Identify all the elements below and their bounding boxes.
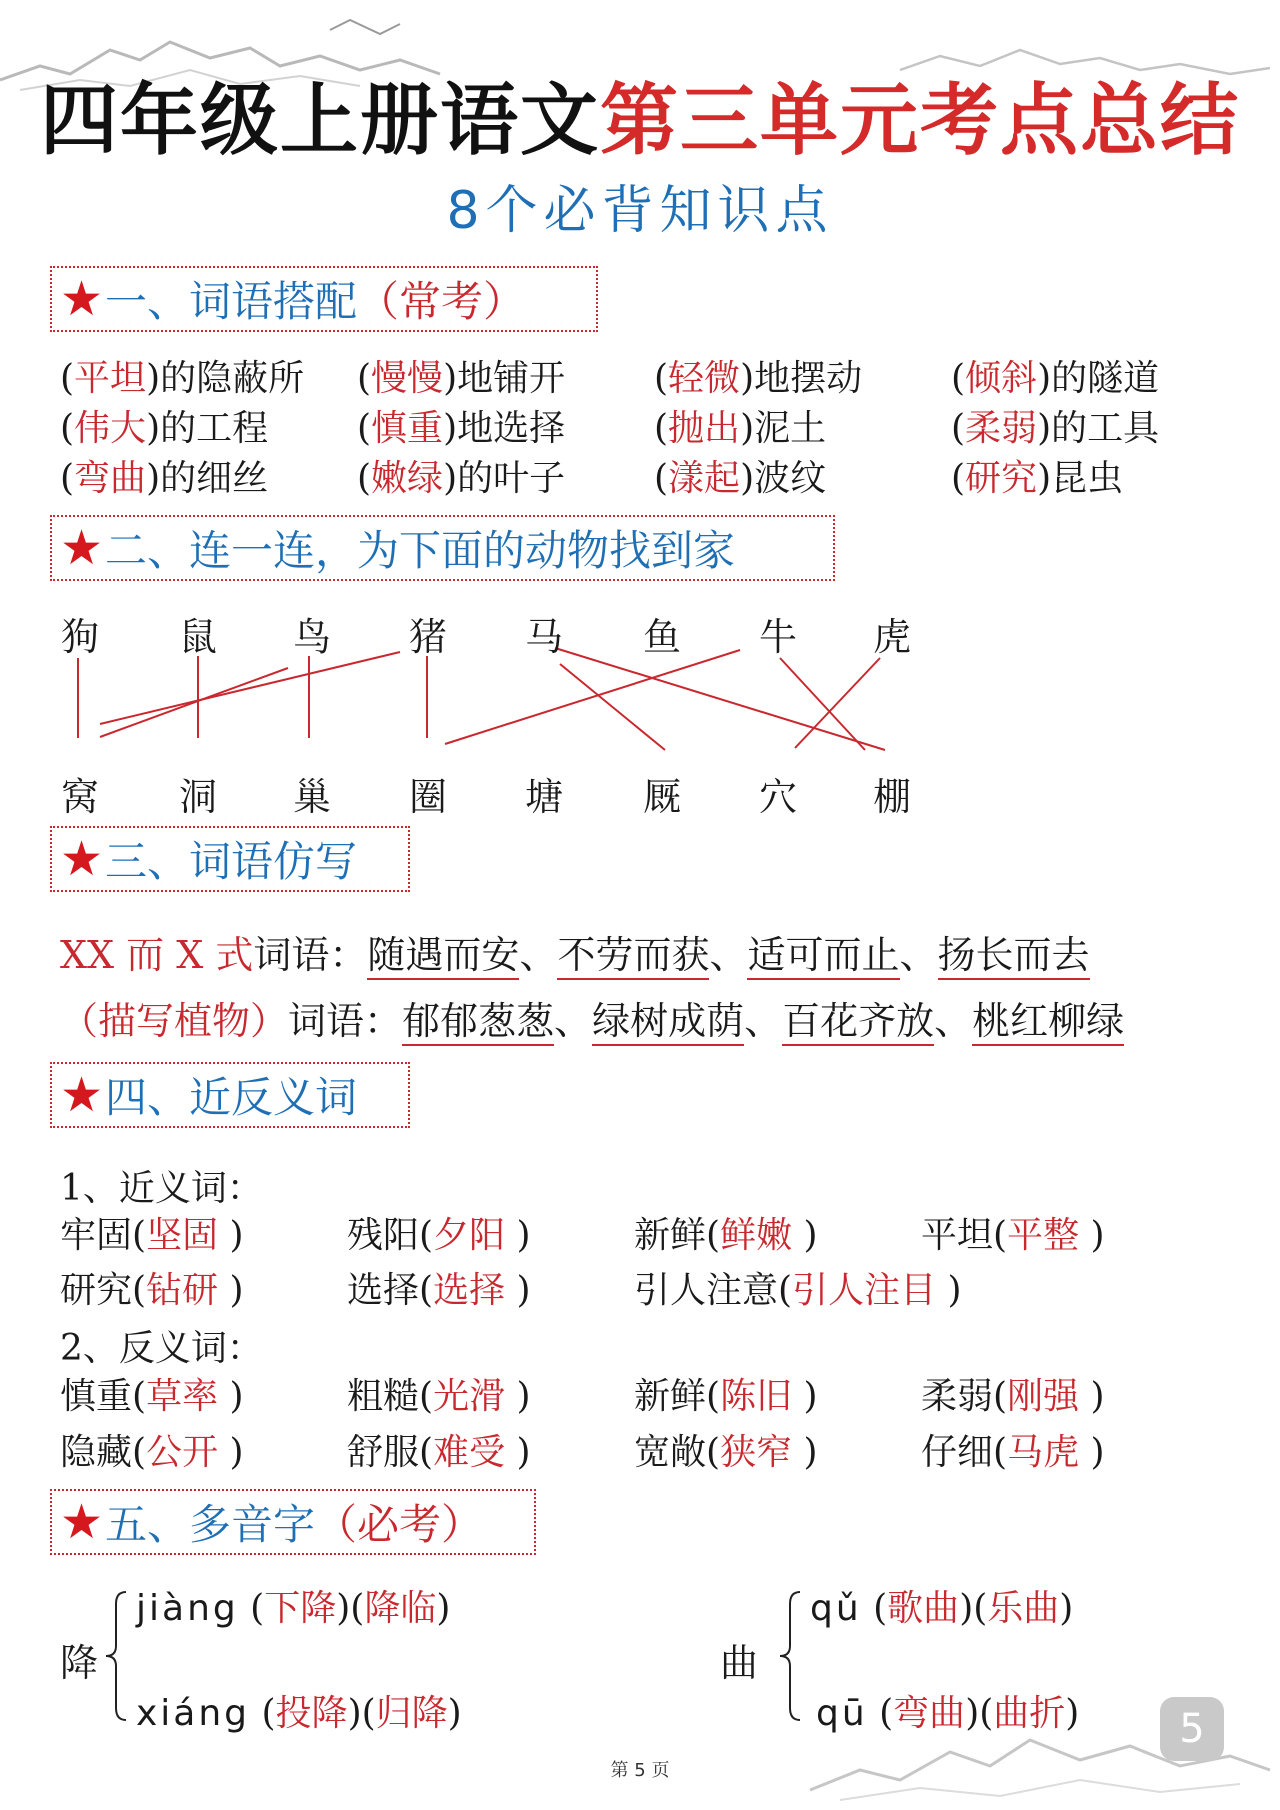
example-word: 扬长而去 [938,933,1090,980]
pattern-label: XX 而 X 式 [60,933,254,977]
word-pair: 慎重(草率 ) [60,1376,244,1417]
home-label: 巢 [292,775,331,819]
animal-label: 狗 [60,615,99,659]
star-icon: ★ [60,1067,104,1123]
word-pair: 新鲜(鲜嫩 ) [634,1215,818,1256]
animal-label: 虎 [872,615,911,659]
grid-row [60,400,1260,450]
match-line [780,658,865,750]
grid-row [60,350,1260,400]
section-hint: （常考） [357,277,526,326]
match-line [100,652,400,724]
word-pair: 研究(钻研 ) [60,1270,244,1311]
pair-item: (研究)昆虫 [951,457,1124,499]
matching-exercise [0,600,1280,830]
example-word: 郁郁葱葱 [402,999,554,1046]
pinyin-line: qū (弯曲)(曲折) [816,1693,1080,1734]
section-header-1 [50,266,598,332]
animal-label: 马 [524,615,563,659]
imitation-row-2: （描写植物）词语：郁郁葱葱、绿树成荫、百花齐放、桃红柳绿 [60,990,1124,1045]
section-hint: （必考） [315,1500,484,1549]
page-subtitle: 8个必背知识点 [446,181,834,241]
animal-label: 猪 [408,615,447,659]
word-pairing-grid [60,350,1260,500]
star-icon: ★ [60,1494,104,1550]
grid-row [60,450,1260,500]
example-word: 百花齐放 [782,999,934,1046]
home-label: 窝 [60,775,99,819]
antonym-label: 2、反义词： [60,1328,263,1369]
section-title: 三、词语仿写 [105,837,358,886]
word-pair: 隐藏(公开 ) [60,1432,244,1473]
pair-item: (平坦)的隐蔽所 [60,357,305,399]
section-title: 五、多音字 [105,1500,316,1549]
star-icon: ★ [60,831,104,887]
match-line [445,650,740,744]
word-pair: 残阳(夕阳 ) [347,1215,531,1256]
polyphone-char: 降 [60,1641,99,1685]
example-word: 桃红柳绿 [972,999,1124,1046]
match-line [555,648,885,750]
section-title: 二、连一连，为下面的动物找到家 [105,526,736,575]
word-pair: 引人注意(引人注目 ) [634,1270,962,1311]
example-word: 不劳而获 [557,933,709,980]
home-label: 棚 [872,775,911,819]
page-title [0,58,1280,170]
pair-item: (慎重)地选择 [357,407,566,449]
section-header-2 [50,515,835,581]
antonym-row [60,1424,1208,1475]
animal-label: 鸟 [292,615,331,659]
section-title: 一、词语搭配 [105,277,358,326]
title-part1: 四年级上册语文 [39,76,600,166]
pair-item: (抛出)泥土 [654,407,827,449]
pair-item: (慢慢)地铺开 [357,357,566,399]
example-word: 绿树成荫 [592,999,744,1046]
pinyin-line: qǔ (歌曲)(乐曲) [810,1588,1074,1629]
home-label: 塘 [524,775,563,819]
pattern-label: （描写植物） [60,999,289,1043]
section-header-3 [50,826,410,892]
word-pair: 宽敞(狭窄 ) [634,1432,818,1473]
pair-item: (伟大)的工程 [60,407,269,449]
word-pair: 平坦(平整 ) [921,1215,1105,1256]
home-label: 洞 [178,775,217,819]
pair-item: (嫩绿)的叶子 [357,457,566,499]
word-pair: 牢固(坚固 ) [60,1215,244,1256]
section-title: 四、近反义词 [105,1073,358,1122]
title-part2: 第三单元考点总结 [600,76,1241,166]
polyphone-char: 曲 [720,1641,759,1685]
pair-item: (柔弱)的工具 [951,407,1160,449]
word-pair: 舒服(难受 ) [347,1432,531,1473]
synonym-label: 1、近义词： [60,1168,263,1209]
example-word: 适可而止 [747,933,899,980]
home-label: 厩 [642,775,681,819]
star-icon: ★ [60,271,104,327]
example-word: 随遇而安 [367,933,519,980]
animal-label: 牛 [758,615,797,659]
pair-item: (轻微)地摆动 [654,357,863,399]
word-pair: 选择(选择 ) [347,1270,531,1311]
section-header-5 [50,1489,536,1555]
page-number-badge: 5 [1160,1697,1224,1761]
animal-label: 鼠 [178,615,217,659]
pair-item: (漾起)波纹 [654,457,827,499]
animal-label: 鱼 [642,615,681,659]
home-label: 圈 [408,775,447,819]
match-line [100,668,288,737]
page-footer: 第 5 页 [610,1760,670,1781]
pinyin-line: xiáng (投降)(归降) [136,1693,462,1734]
synonym-row [60,1207,1208,1258]
word-pair: 柔弱(刚强 ) [921,1376,1105,1417]
antonym-row [60,1368,1208,1419]
word-pair: 仔细(马虎 ) [921,1432,1105,1473]
pair-item: (倾斜)的隧道 [951,357,1160,399]
word-pair: 粗糙(光滑 ) [347,1376,531,1417]
imitation-row-1: XX 而 X 式词语：随遇而安、不劳而获、适可而止、扬长而去 [60,924,1090,979]
section-header-4 [50,1062,410,1128]
star-icon: ★ [60,520,104,576]
synonym-row [60,1262,1208,1313]
pinyin-line: jiàng (下降)(降临) [136,1588,451,1629]
pair-item: (弯曲)的细丝 [60,457,269,499]
home-label: 穴 [758,775,797,819]
word-pair: 新鲜(陈旧 ) [634,1376,818,1417]
